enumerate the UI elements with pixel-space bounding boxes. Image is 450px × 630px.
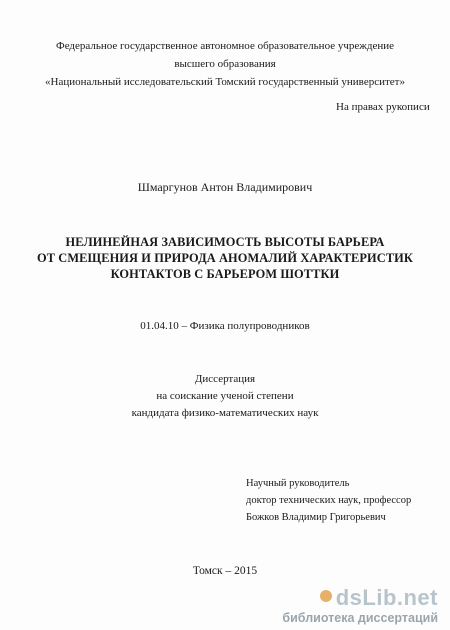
dissertation-line-1: Диссертация	[194, 373, 256, 385]
watermark-logo-text: dsLib.net	[335, 585, 438, 610]
title-line-1: НЕЛИНЕЙНАЯ ЗАВИСИМОСТЬ ВЫСОТЫ БАРЬЕРА	[65, 235, 385, 249]
watermark	[282, 586, 438, 625]
title-line-2: ОТ СМЕЩЕНИЯ И ПРИРОДА АНОМАЛИЙ ХАРАКТЕРИСТИК	[36, 251, 414, 265]
city-year: Томск – 2015	[192, 565, 258, 577]
title-line-3: КОНТАКТОВ С БАРЬЕРОМ ШОТТКИ	[110, 267, 340, 281]
supervisor-name: Божков Владимир Григорьевич	[246, 512, 386, 523]
dissertation-line-3: кандидата физико-математических наук	[131, 407, 319, 419]
watermark-logo	[336, 586, 438, 610]
institution-line-2: высшего образования	[174, 58, 276, 70]
watermark-subtitle: библиотека диссертаций	[282, 611, 438, 625]
institution-line-3: «Национальный исследовательский Томский государственный университет»	[45, 76, 405, 88]
rights-note: На правах рукописи	[336, 101, 430, 113]
specialty: 01.04.10 – Физика полупроводников	[140, 320, 310, 332]
supervisor-label: Научный руководитель	[246, 478, 350, 489]
author-name: Шмаргунов Антон Владимирович	[137, 180, 313, 194]
dissertation-line-2: на соискание ученой степени	[156, 390, 294, 402]
institution-line-1: Федеральное государственное автономное образовательное учреждение	[56, 40, 394, 52]
watermark-dot-icon	[320, 590, 332, 602]
supervisor-degree: доктор технических наук, профессор	[246, 495, 412, 506]
